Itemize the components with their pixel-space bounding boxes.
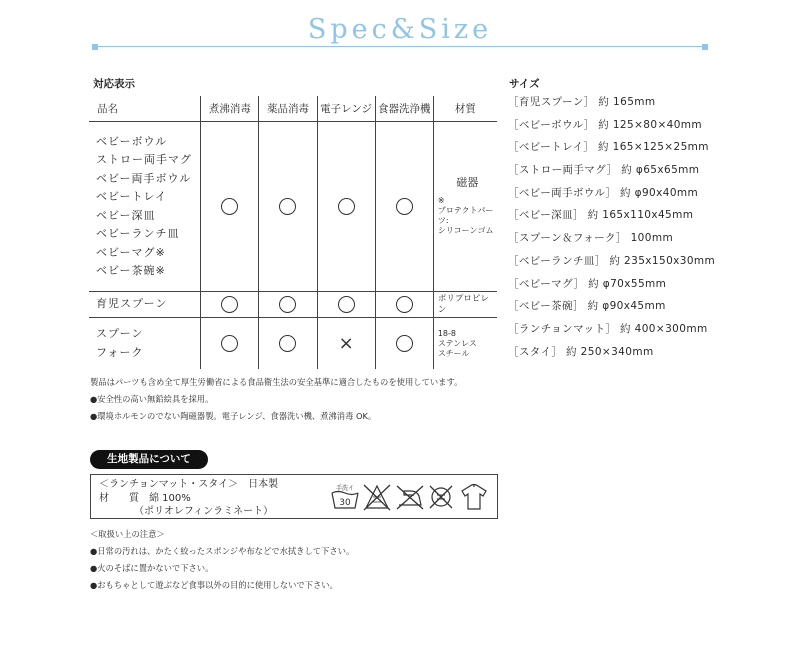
compat-header-row (89, 96, 498, 122)
size-item: ［ベビーボウル］ 約 125×80×40mm (508, 118, 703, 131)
fabric-line: （ポリオレフィンラミネート） (99, 506, 274, 517)
ok-circle-icon (221, 335, 238, 352)
compat-row-spoon (89, 292, 498, 318)
no-bleach-icon (364, 485, 390, 510)
mark-cell (375, 122, 433, 292)
hang-dry-icon (462, 484, 486, 509)
hand-wash-30-icon (332, 484, 358, 508)
care-item: ●火のそばに置かないで下さい。 (90, 563, 214, 573)
mark-cell (259, 318, 317, 370)
ok-circle-icon (279, 198, 296, 215)
material-stainless: ステンレス (437, 338, 477, 348)
care-item: ●日常の汚れは、かたく絞ったスポンジや布などで水拭きして下さい。 (90, 546, 355, 556)
product-name: ベビー深皿 (96, 208, 156, 222)
header-product: 品名 (89, 96, 201, 122)
product-name: 育児スプーン (96, 297, 168, 311)
cutlery-item-names (89, 318, 201, 370)
divider-left-dot (92, 44, 98, 50)
hand-wash-label: 手洗イ (335, 485, 355, 492)
product-name: ベビートレイ (96, 190, 168, 203)
material-polypropylene: ポリプロピレン (437, 293, 489, 315)
product-name: ベビー両手ボウル (96, 171, 192, 185)
fabric-info-box (90, 474, 498, 519)
sizes-label: サイズ (509, 78, 540, 90)
compat-row-ceramic (89, 122, 498, 292)
material-stainless: スチール (437, 348, 470, 358)
divider-right-dot (702, 44, 708, 50)
fabric-badge: 生地製品について (90, 450, 208, 469)
size-item: ［ベビー両手ボウル］ 約 φ90x40mm (508, 186, 699, 199)
ok-circle-icon (221, 198, 238, 215)
ng-cross-icon: × (338, 333, 354, 354)
ok-circle-icon (279, 296, 296, 313)
material-cell (433, 318, 497, 370)
mark-cell (259, 122, 317, 292)
size-item: ［ベビーマグ］ 約 φ70x55mm (508, 277, 667, 290)
mark-cell (317, 292, 375, 318)
product-name: ベビーランチ皿 (96, 227, 180, 240)
ok-circle-icon (338, 198, 355, 215)
size-item: ［ベビートレイ］ 約 165×125×25mm (508, 141, 709, 154)
header-material: 材質 (433, 96, 497, 122)
mark-cell (201, 122, 259, 292)
product-notes (90, 376, 462, 427)
note-item: ●安全性の高い無鉛絵具を採用。 (90, 394, 214, 404)
size-list (508, 94, 715, 366)
product-name: ベビーマグ※ (96, 245, 166, 259)
product-name: フォーク (96, 345, 144, 359)
hand-wash-temp: 30 (339, 498, 351, 508)
compat-table (88, 95, 498, 370)
no-dryclean-icon (430, 486, 452, 508)
header-chemical: 薬品消毒 (259, 96, 317, 122)
mark-cell (375, 318, 433, 370)
size-item: ［ベビーランチ皿］ 約 235x150x30mm (508, 254, 716, 267)
ok-circle-icon (221, 296, 238, 313)
mark-cell (201, 292, 259, 318)
care-item: ●おもちゃとして遊ぶなど食事以外の目的に使用しないで下さい。 (90, 580, 338, 590)
header-dishwasher: 食器洗浄機 (375, 96, 433, 122)
note-item: 製品はパーツも含め全て厚生労働省による食品衛生法の安全基準に適合したものを使用しています。 (90, 377, 463, 387)
size-item: ［ベビー茶碗］ 約 φ90x45mm (508, 300, 666, 313)
ok-circle-icon (396, 296, 413, 313)
mark-cell (317, 122, 375, 292)
material-note: シリコーンゴム (437, 226, 494, 235)
care-notes (90, 528, 354, 596)
fabric-text (99, 478, 278, 519)
material-note: プロテクトパーツ: (437, 206, 494, 225)
ok-circle-icon (396, 335, 413, 352)
material-cell (433, 292, 497, 318)
compat-label: 対応表示 (93, 78, 135, 90)
material-porcelain: 磁器 (456, 176, 479, 189)
ceramic-item-names (89, 122, 201, 292)
note-item: ●環境ホルモンのでない陶磁器製。電子レンジ、食器洗い機、煮沸消毒 OK。 (90, 411, 377, 421)
mark-cell (201, 318, 259, 370)
spoon-item-names (89, 292, 201, 318)
product-name: ストロー両手マグ (96, 153, 192, 166)
care-heading: ＜取扱い上の注意＞ (90, 529, 165, 539)
size-item: ［スタイ］ 約 250×340mm (508, 345, 654, 358)
fabric-line: ＜ランチョンマット・スタイ＞ 日本製 (99, 479, 279, 490)
material-cell (433, 122, 497, 292)
page-title: Spec&Size (307, 14, 493, 45)
ok-circle-icon (279, 335, 296, 352)
care-symbols (331, 482, 491, 512)
ok-circle-icon (338, 296, 355, 313)
size-item: ［ランチョンマット］ 約 400×300mm (508, 322, 708, 335)
material-stainless: 18-8 (437, 328, 456, 338)
compat-row-cutlery (89, 318, 498, 370)
size-item: ［育児スプーン］ 約 165mm (508, 96, 656, 108)
mark-cell (259, 292, 317, 318)
no-iron-icon (397, 486, 423, 509)
ok-circle-icon (396, 198, 413, 215)
size-item: ［スプーン＆フォーク］ 100mm (508, 232, 674, 245)
mark-cell (375, 292, 433, 318)
header-boiling: 煮沸消毒 (201, 96, 259, 122)
product-name: スプーン (96, 327, 144, 340)
header-microwave: 電子レンジ (317, 96, 375, 122)
size-item: ［ベビー深皿］ 約 165x110x45mm (508, 209, 694, 222)
product-name: ベビーボウル (96, 134, 168, 148)
fabric-line: 材 質 綿 100% (99, 492, 191, 504)
mark-cell (317, 318, 375, 370)
title-divider (95, 46, 705, 47)
size-item: ［ストロー両手マグ］ 約 φ65x65mm (508, 164, 700, 177)
product-name: ベビー茶碗※ (96, 264, 166, 277)
material-note-mark: ※ (437, 196, 445, 205)
